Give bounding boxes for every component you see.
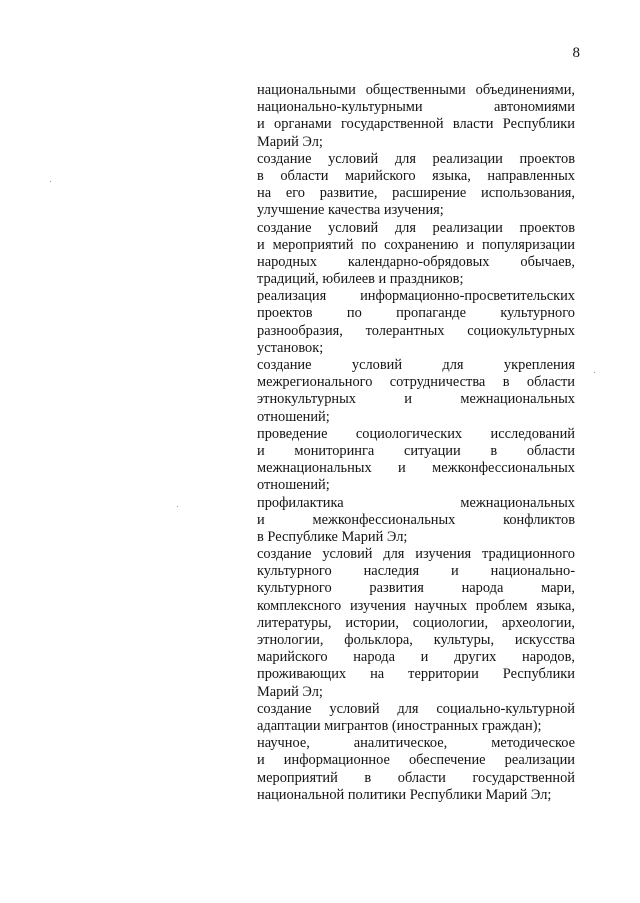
text-line: Марий Эл; [257,133,323,150]
text-line: установок; [257,339,324,356]
text-line: комплексного изучения научных проблем языка, [257,597,575,614]
text-line: народных календарно-обрядовых обычаев, [257,253,575,270]
paragraph [257,495,575,547]
text-line: Марий Эл; [257,683,323,700]
text-line: мероприятий в области государственной [257,769,575,786]
text-line: национально-культурными автономиями [257,99,575,116]
text-line: межнациональных и межконфессиональных [257,460,575,477]
paragraph [257,701,575,735]
text-line: профилактика межнациональных [257,494,575,511]
text-line: марийского народа и других народов, [257,649,575,666]
text-line: проектов по пропаганде культурного [257,305,575,322]
text-line: национальными общественными объединениями, [257,82,575,98]
text-line: и межконфессиональных конфликтов [257,511,575,528]
text-line: создание условий для социально-культурной [257,700,575,717]
paragraph [257,288,575,357]
text-line: межрегионального сотрудничества в области [257,374,575,391]
page-number: 8 [572,45,580,61]
scan-speck [177,506,178,507]
scan-speck [50,181,51,182]
paragraph [257,735,575,804]
text-line: создание условий для реализации проектов [257,150,575,167]
text-line: культурного развития народа мари, [257,580,575,597]
paragraph [257,546,575,701]
text-line: отношений; [257,408,330,425]
text-line: культурного наследия и национально- [257,563,575,580]
text-line: создание условий для реализации проектов [257,219,575,236]
text-line: научное, аналитическое, методическое [257,735,575,752]
text-line: и мониторинга ситуации в области [257,442,575,459]
text-line: и информационное обеспечение реализации [257,752,575,769]
paragraph [257,82,575,151]
text-line: разнообразия, толерантных социокультурных [257,322,575,339]
text-line: в Республике Марий Эл; [257,528,408,545]
text-line: и органами государственной власти Республики [257,116,575,133]
paragraph [257,426,575,495]
paragraph [257,151,575,220]
paragraph [257,220,575,289]
scan-speck [594,372,595,373]
paragraph [257,357,575,426]
text-line: реализация информационно-просветительских [257,288,575,305]
text-line: и мероприятий по сохранению и популяризации [257,236,575,253]
text-line: улучшение качества изучения; [257,202,444,219]
text-line: на его развитие, расширение использования, [257,185,575,202]
body-text [257,82,575,804]
text-line: в области марийского языка, направленных [257,167,575,184]
text-line: проживающих на территории Республики [257,666,575,683]
text-line: отношений; [257,477,330,494]
text-line: традиций, юбилеев и праздников; [257,271,464,288]
text-line: адаптации мигрантов (иностранных граждан); [257,717,542,734]
text-line: литературы, истории, социологии, археологии, [257,614,575,631]
text-line: национальной политики Республики Марий Эл; [257,786,552,803]
text-line: создание условий для изучения традиционного [257,546,575,563]
text-line: проведение социологических исследований [257,425,575,442]
text-line: этнокультурных и межнациональных [257,391,575,408]
text-line: этнологии, фольклора, культуры, искусства [257,632,575,648]
text-line: создание условий для укрепления [257,357,575,373]
